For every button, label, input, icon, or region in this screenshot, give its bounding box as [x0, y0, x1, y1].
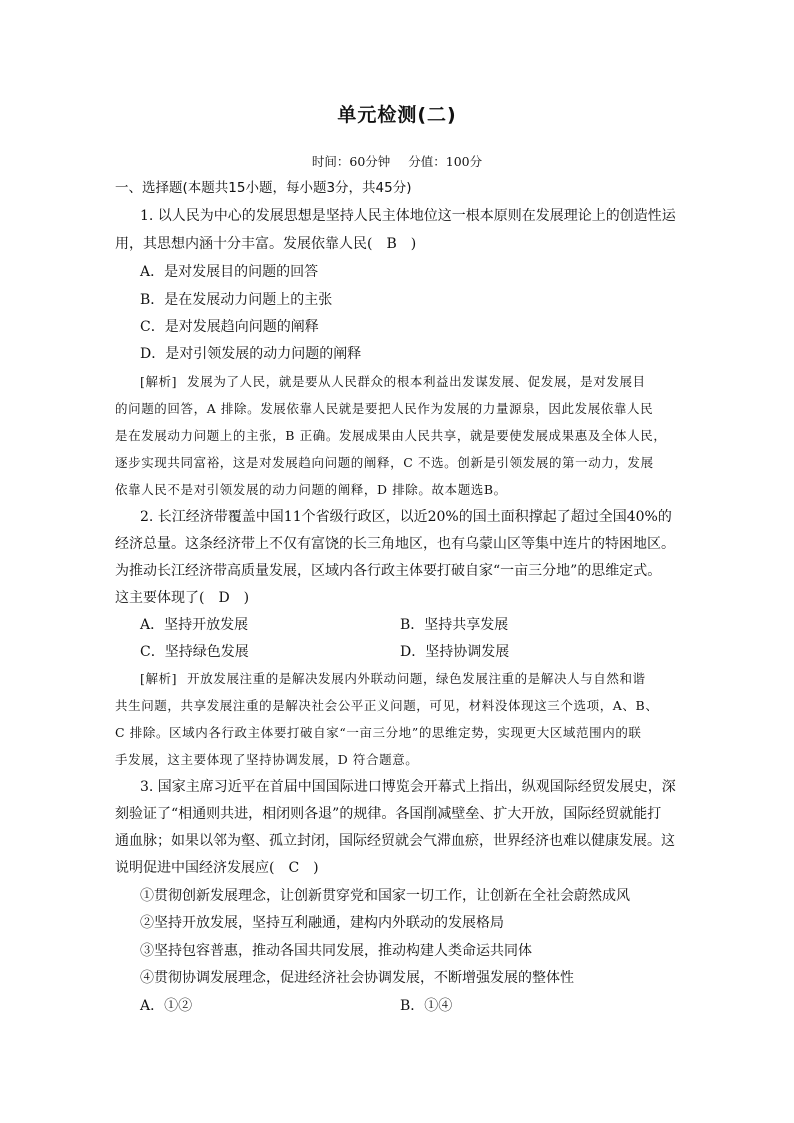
q2-stem-line: 2. 长江经济带覆盖中国11个省级行政区，以近20%的国土面积撑起了超过全国40%的 — [140, 509, 672, 525]
q1-analysis-text: 发展为了人民，就是要从人民群众的根本利益出发谋发展、促发展，是对发展目 — [187, 374, 646, 389]
q1-analysis-line — [140, 372, 710, 392]
q2-stem-line: 这主要体现了( D ) — [115, 590, 250, 606]
q3-stem-line: 通血脉；如果以邻为壑、孤立封闭，国际经贸就会气滞血瘀，世界经济也难以健康发展。这 — [115, 833, 675, 849]
q3-item-2: ②坚持开放发展，坚持互利融通，建构内外联动的发展格局 — [140, 915, 504, 931]
q3-item-1: ①贯彻创新发展理念，让创新贯穿党和国家一切工作，让创新在全社会蔚然成风 — [140, 888, 630, 904]
q2-option-d: D．坚持协调发展 — [400, 644, 510, 660]
q1-analysis-tag: [解析] — [140, 374, 178, 389]
q3-item-3: ③坚持包容普惠，推动各国共同发展，推动构建人类命运共同体 — [140, 943, 532, 959]
q1-analysis-line: 是在发展动力问题上的主张，B 正确。发展成果由人民共享，就是要使发展成果惠及全体人民， — [115, 428, 667, 443]
time-limit: 时间：60分钟 — [311, 154, 391, 169]
q1-option-d: D．是对引领发展的动力问题的阐释 — [140, 346, 362, 362]
q3-stem-line: 3. 国家主席习近平在首届中国国际进口博览会开幕式上指出，纵观国际经贸发展史，深 — [140, 779, 676, 795]
q2-analysis-line: 共生问题，共享发展注重的是解决社会公平正义问题，可见，材料没体现这三个选项，A、B、 — [115, 698, 659, 713]
q2-analysis-tag: [解析] — [140, 671, 178, 686]
exam-meta — [0, 152, 794, 170]
q2-stem-line: 为推动长江经济带高质量发展，区域内各行政主体要打破自家“一亩三分地”的思维定式。 — [115, 563, 662, 579]
q3-item-4: ④贯彻协调发展理念，促进经济社会协调发展，不断增强发展的整体性 — [140, 970, 574, 986]
q1-stem-line: 1. 以人民为中心的发展思想是坚持人民主体地位这一根本原则在发展理论上的创造性运 — [140, 208, 676, 224]
q1-stem-line: 用，其思想内涵十分丰富。发展依靠人民( B ) — [115, 236, 417, 252]
q3-stem-line: 说明促进中国经济发展应( C ) — [115, 860, 319, 876]
q1-analysis-line: 逐步实现共同富裕，这是对发展趋向问题的阐释，C 不选。创新是引领发展的第一动力，发展 — [115, 455, 654, 470]
q1-option-a: A．是对发展目的问题的回答 — [140, 264, 319, 280]
q1-analysis-line: 的问题的回答，A 排除。发展依靠人民就是要把人民作为发展的力量源泉，因此发展依靠人民 — [115, 401, 654, 416]
q2-option-c: C．坚持绿色发展 — [140, 644, 249, 660]
q2-option-a: A．坚持开放发展 — [140, 617, 249, 633]
q2-analysis-line: 手发展，这主要体现了坚持协调发展，D 符合题意。 — [115, 752, 419, 767]
q2-analysis-line: C 排除。区域内各行政主体要打破自家“一亩三分地”的思维定势，实现更大区域范围内的联 — [115, 725, 642, 740]
q1-option-c: C．是对发展趋向问题的阐释 — [140, 319, 319, 335]
q1-option-b: B．是在发展动力问题上的主张 — [140, 292, 333, 308]
q3-option-a: A．①② — [140, 998, 193, 1014]
q2-stem-line: 经济总量。这条经济带上不仅有富饶的长三角地区，也有乌蒙山区等集中连片的特困地区。 — [115, 536, 675, 552]
section-heading: 一、选择题(本题共15小题，每小题3分，共45分) — [115, 180, 412, 196]
q3-option-b: B．①④ — [400, 998, 453, 1014]
q2-option-b: B．坚持共享发展 — [400, 617, 509, 633]
q3-stem-line: 刻验证了“相通则共进，相闭则各退”的规律。各国削减壁垒、扩大开放，国际经贸就能打 — [115, 806, 662, 822]
page-title: 单元检测(二) — [337, 104, 457, 126]
q2-analysis-text: 开放发展注重的是解决发展内外联动问题，绿色发展注重的是解决人与自然和谐 — [187, 671, 646, 686]
q2-analysis-line — [140, 669, 710, 689]
q1-analysis-line: 依靠人民不是对引领发展的动力问题的阐释，D 排除。故本题选B。 — [115, 482, 507, 497]
total-score: 分值：100分 — [408, 154, 483, 169]
